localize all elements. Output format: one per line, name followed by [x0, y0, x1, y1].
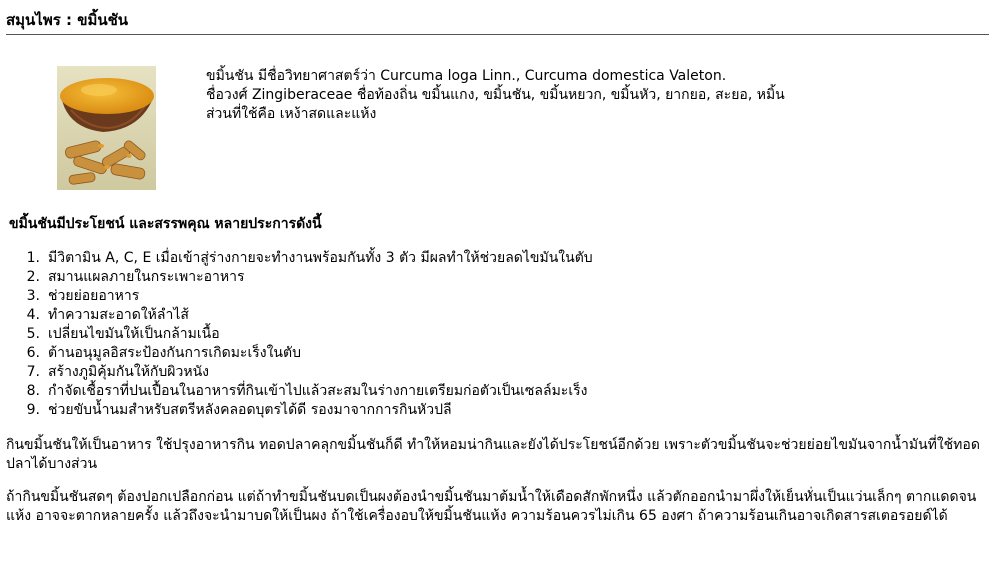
plant-info	[206, 67, 785, 124]
list-text: ต้านอนุมูลอิสระป้องกันการเกิดมะเร็งในตับ	[48, 345, 301, 361]
list-number: 6.	[26, 345, 40, 361]
list-text: ช่วยย่อยอาหาร	[48, 288, 140, 304]
list-number: 3.	[26, 288, 40, 304]
list-text: เปลี่ยนไขมันให้เป็นกล้ามเนื้อ	[48, 326, 220, 342]
turmeric-image	[57, 66, 156, 190]
list-item	[10, 249, 593, 268]
list-item	[10, 401, 593, 420]
list-item	[10, 344, 593, 363]
list-text: กำจัดเชื้อราที่ปนเปื้อนในอาหารที่กินเข้าไปแล้วสะสมในร่างกายเตรียมก่อตัวเป็นเซลล์มะเร็ง	[48, 383, 588, 399]
page-title: สมุนไพร : ขมิ้นชัน	[6, 11, 129, 29]
header-divider	[6, 34, 989, 35]
list-item	[10, 325, 593, 344]
list-number: 9.	[26, 402, 40, 418]
preparation-paragraph: ถ้ากินขมิ้นชันสดๆ ต้องปอกเปลือกก่อน แต่ถ้าทำขมิ้นชันบดเป็นผงต้องนำขมิ้นชันมาต้มน้ำให้เดือดสักพักหนึ่ง แล้วตักออกนำมาผึ่งให้เย็นหั่นเป็นแว่นเล็กๆ ตากแดดจนแห้ง อาจจะตากหลายครั้ง แล้วถึงจะนำมาบดให้เป็นผง ถ้าใช้เครื่องอบให้ขมิ้นชันแห้ง ความร้อนควรไม่เกิน 65 องศา ถ้าความร้อนเกินอาจเกิดสารสเตอรอยด์ได้	[6, 489, 977, 524]
list-number: 7.	[26, 364, 40, 380]
list-text: สมานแผลภายในกระเพาะอาหาร	[48, 269, 245, 285]
list-number: 4.	[26, 307, 40, 323]
parts-used-line: ส่วนที่ใช้คือ เหง้าสดและแห้ง	[206, 106, 377, 122]
list-item	[10, 363, 593, 382]
list-item	[10, 268, 593, 287]
list-text: มีวิตามิน A, C, E เมื่อเข้าสู่ร่างกายจะทำงานพร้อมกันทั้ง 3 ตัว มีผลทำให้ช่วยลดไขมันในตับ	[48, 250, 593, 266]
list-text: สร้างภูมิคุ้มกันให้กับผิวหนัง	[48, 364, 209, 380]
scientific-name-line: ขมิ้นชัน มีชื่อวิทยาศาสตร์ว่า Curcuma loga Linn., Curcuma domestica Valeton.	[206, 68, 727, 84]
list-number: 5.	[26, 326, 40, 342]
list-number: 8.	[26, 383, 40, 399]
list-number: 2.	[26, 269, 40, 285]
list-number: 1.	[26, 250, 40, 266]
benefits-heading: ขมิ้นชันมีประโยชน์ และสรรพคุณ หลายประการดังนี้	[9, 216, 322, 232]
list-item	[10, 287, 593, 306]
family-local-names-line: ชื่อวงศ์ Zingiberaceae ชื่อท้องถิ่น ขมิ้นแกง, ขมิ้นชัน, ขมิ้นหยวก, ขมิ้นหัว, ยากยอ, สะยอ, หมิ้น	[206, 87, 785, 103]
list-item	[10, 306, 593, 325]
benefits-list	[10, 249, 593, 420]
cooking-paragraph: กินขมิ้นชันให้เป็นอาหาร ใช้ปรุงอาหารกิน ทอดปลาคลุกขมิ้นชันก็ดี ทำให้หอมน่ากินและยังได้ประโยชน์อีกด้วย เพราะตัวขมิ้นชันจะช่วยย่อยไขมันจากน้ำมันที่ใช้ทอดปลาได้บางส่วน	[6, 437, 980, 472]
list-text: ช่วยขับน้ำนมสำหรับสตรีหลังคลอดบุตรได้ดี รองมาจากการกินหัวปลี	[48, 402, 452, 418]
list-item	[10, 382, 593, 401]
list-text: ทำความสะอาดให้ลำไส้	[48, 307, 189, 323]
